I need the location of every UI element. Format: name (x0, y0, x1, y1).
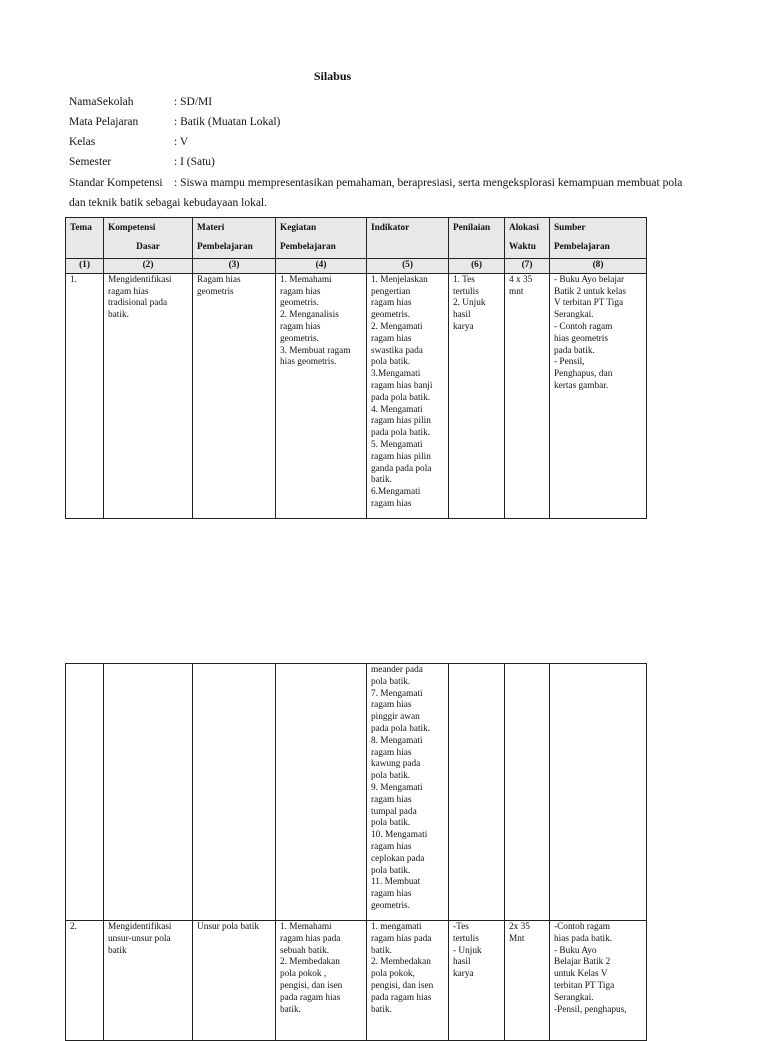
table-cell: Ragam hias geometris (193, 273, 276, 518)
table-cell (505, 664, 550, 921)
table-cell: 1. (66, 273, 104, 518)
header-cell: Penilaian (449, 218, 505, 259)
document-title: Silabus (313, 69, 352, 83)
table-header-row (66, 218, 647, 259)
column-number: (3) (193, 259, 276, 274)
meta-value: : Siswa mampu mempresentasikan pemahaman, berapresiasi, serta mengeksplorasi kemampuan membuat pola (174, 177, 683, 189)
meta-value: : Batik (Muatan Lokal) (174, 116, 281, 128)
column-number: (1) (66, 259, 104, 274)
syllabus-table (65, 217, 647, 519)
table-row (66, 273, 647, 518)
column-number: (2) (104, 259, 193, 274)
table-cell: meander pada pola batik. 7. Mengamati ragam hias pinggir awan pada pola batik. 8. Mengamati ragam hias kawung pada pola batik. 9. Mengamati ragam hias tumpal pada pola batik. 10. Mengamati ragam hias ceplokan pada pola batik. 11. Membuat ragam hias geometris. (367, 664, 449, 921)
meta-label: Semester (69, 156, 112, 168)
table-cell: - Buku Ayo belajar Batik 2 untuk kelas V terbitan PT Tiga Serangkai. - Contoh ragam hias geometris pada batik. - Pensil, Penghapus, dan kertas gambar. (550, 273, 647, 518)
meta-row-school (69, 96, 212, 108)
table-cell: 1. Memahami ragam hias geometris. 2. Menganalisis ragam hias geometris. 3. Membuat ragam hias geometris. (276, 273, 367, 518)
table-cell: Mengidentifikasi unsur-unsur pola batik (104, 921, 193, 1041)
column-number: (4) (276, 259, 367, 274)
table-cell: Mengidentifikasi ragam hias tradisional pada batik. (104, 273, 193, 518)
table-cell (104, 664, 193, 921)
meta-value: : SD/MI (174, 96, 213, 108)
table-cell (449, 664, 505, 921)
header-cell: Kegiatan Pembelajaran (276, 218, 367, 259)
table-cell (193, 664, 276, 921)
header-cell: Materi Pembelajaran (193, 218, 276, 259)
table-cell: 2x 35 Mnt (505, 921, 550, 1041)
meta-row-subject (69, 116, 280, 128)
meta-value: : V (174, 136, 189, 148)
meta-row-class (69, 136, 188, 148)
table-cell (276, 664, 367, 921)
meta-value: : I (Satu) (174, 156, 215, 168)
syllabus-table-continued (65, 663, 647, 1041)
column-number: (7) (505, 259, 550, 274)
table-cell: 1. Tes tertulis 2. Unjuk hasil karya (449, 273, 505, 518)
meta-label: NamaSekolah (69, 96, 134, 108)
header-cell: Tema (66, 218, 104, 259)
column-number: (5) (367, 259, 449, 274)
header-cell: Sumber Pembelajaran (550, 218, 647, 259)
table-cell: 2. (66, 921, 104, 1041)
table-row (66, 664, 647, 921)
meta-label: Kelas (69, 136, 96, 148)
header-cell: Alokasi Waktu (505, 218, 550, 259)
column-number: (8) (550, 259, 647, 274)
meta-row-standard (69, 177, 682, 189)
table-cell: 1. Memahami ragam hias pada sebuah batik. 2. Membedakan pola pokok , pengisi, dan isen pada ragam hias batik. (276, 921, 367, 1041)
standard-continuation: dan teknik batik sebagai kebudayaan lokal. (69, 197, 267, 209)
table-cell (550, 664, 647, 921)
table-cell: -Contoh ragam hias pada batik. - Buku Ayo Belajar Batik 2 untuk Kelas V terbitan PT Tiga Serangkai. -Pensil, penghapus, (550, 921, 647, 1041)
table-cell: 1. mengamati ragam hias pada batik. 2. Membedakan pola pokok, pengisi, dan isen pada ragam hias batik. (367, 921, 449, 1041)
table-row (66, 921, 647, 1041)
table-cell: 1. Menjelaskan pengertian ragam hias geometris. 2. Mengamati ragam hias swastika pada pola batik. 3.Mengamati ragam hias banji pada pola batik. 4. Mengamati ragam hias pilin pada pola batik. 5. Mengamati ragam hias pilin ganda pada pola batik. 6.Mengamati ragam hias (367, 273, 449, 518)
header-cell: Kompetensi Dasar (104, 218, 193, 259)
table-cell (66, 664, 104, 921)
column-number: (6) (449, 259, 505, 274)
meta-label: Standar Kompetensi (69, 177, 163, 189)
meta-label: Mata Pelajaran (69, 116, 139, 128)
header-cell: Indikator (367, 218, 449, 259)
table-cell: Unsur pola batik (193, 921, 276, 1041)
column-number-row (66, 259, 647, 274)
table-cell: -Tes tertulis - Unjuk hasil karya (449, 921, 505, 1041)
table-cell: 4 x 35 mnt (505, 273, 550, 518)
meta-row-semester (69, 156, 215, 168)
